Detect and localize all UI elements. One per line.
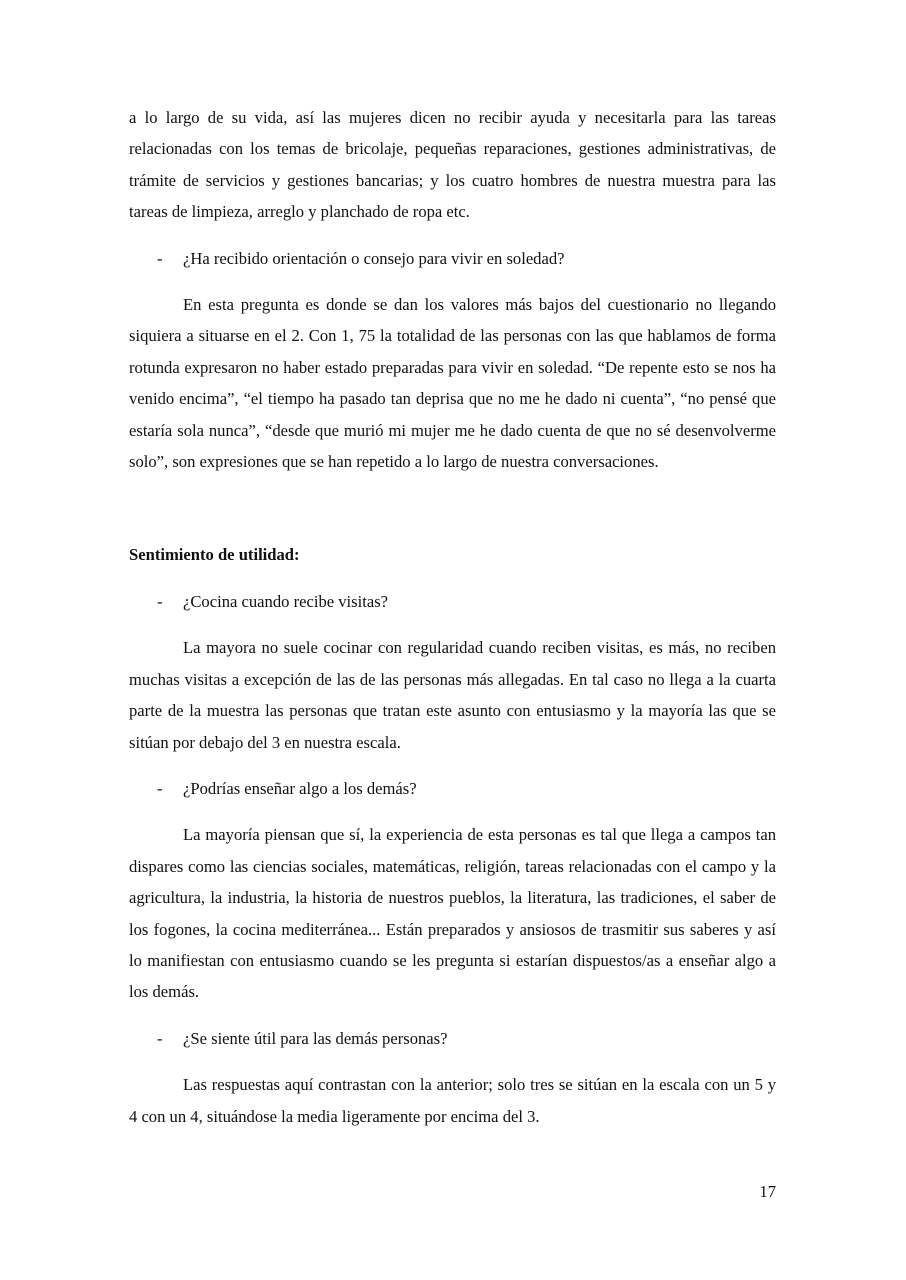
question-text: ¿Cocina cuando recibe visitas? bbox=[183, 591, 389, 611]
question-feel-useful bbox=[129, 1023, 776, 1054]
bullet-dash: - bbox=[157, 778, 163, 798]
document-body bbox=[129, 102, 776, 1132]
answer-paragraph-cooking: La mayora no suele cocinar con regularidad cuando reciben visitas, es más, no reciben muchas visitas a excepción de las de las personas más allegadas. En tal caso no llega a la cuarta parte de la muestra las personas que tratan este asunto con entusiasmo y la mayoría las que se sitúan por debajo del 3 en nuestra escala. bbox=[129, 638, 776, 752]
question-text: ¿Se siente útil para las demás personas? bbox=[183, 1028, 448, 1048]
bullet-dash: - bbox=[157, 1028, 163, 1048]
question-text: ¿Podrías enseñar algo a los demás? bbox=[183, 778, 417, 798]
question-text: ¿Ha recibido orientación o consejo para vivir en soledad? bbox=[183, 248, 565, 268]
page-number: 17 bbox=[759, 1182, 776, 1201]
question-teach-others bbox=[129, 773, 776, 804]
bullet-dash: - bbox=[157, 248, 163, 268]
section-heading: Sentimiento de utilidad: bbox=[129, 545, 300, 565]
intro-paragraph: a lo largo de su vida, así las mujeres dicen no recibir ayuda y necesitarla para las tareas relacionadas con los temas de bricolaje, pequeñas reparaciones, gestiones administrativas, de trámite de servicios y gestiones bancarias; y los cuatro hombres de nuestra muestra para las tareas de limpieza, arreglo y planchado de ropa etc. bbox=[129, 108, 776, 222]
answer-paragraph-guidance: En esta pregunta es donde se dan los valores más bajos del cuestionario no llegando siquiera a situarse en el 2. Con 1, 75 la totalidad de las personas con las que hablamos de forma rotunda expresaron no haber estado preparadas para vivir en soledad. “De repente esto se nos ha venido encima”, “el tiempo ha pasado tan deprisa que no me he dado ni cuenta”, “no pensé que estaría sola nunca”, “desde que murió mi mujer me he dado cuenta de que no sé desenvolverme solo”, son expresiones que se han repetido a lo largo de nuestra conversaciones. bbox=[129, 295, 776, 472]
answer-paragraph-usefulness: Las respuestas aquí contrastan con la anterior; solo tres se sitúan en la escala con un 5 y 4 con un 4, situándose la media ligeramente por encima del 3. bbox=[129, 1075, 776, 1126]
question-guidance-loneliness bbox=[129, 243, 776, 274]
bullet-dash: - bbox=[157, 591, 163, 611]
answer-paragraph-teaching: La mayoría piensan que sí, la experiencia de esta personas es tal que llega a campos tan dispares como las ciencias sociales, matemáticas, religión, tareas relacionadas con el campo y la agricultura, la industria, la historia de nuestros pueblos, la literatura, las tradiciones, el saber de los fogones, la cocina mediterránea... Están preparados y ansiosos de trasmitir sus saberes y así lo manifiestan con entusiasmo cuando se les pregunta si estarían dispuestos/as a enseñar algo a los demás. bbox=[129, 825, 776, 1002]
question-cooking-visits bbox=[129, 586, 776, 617]
